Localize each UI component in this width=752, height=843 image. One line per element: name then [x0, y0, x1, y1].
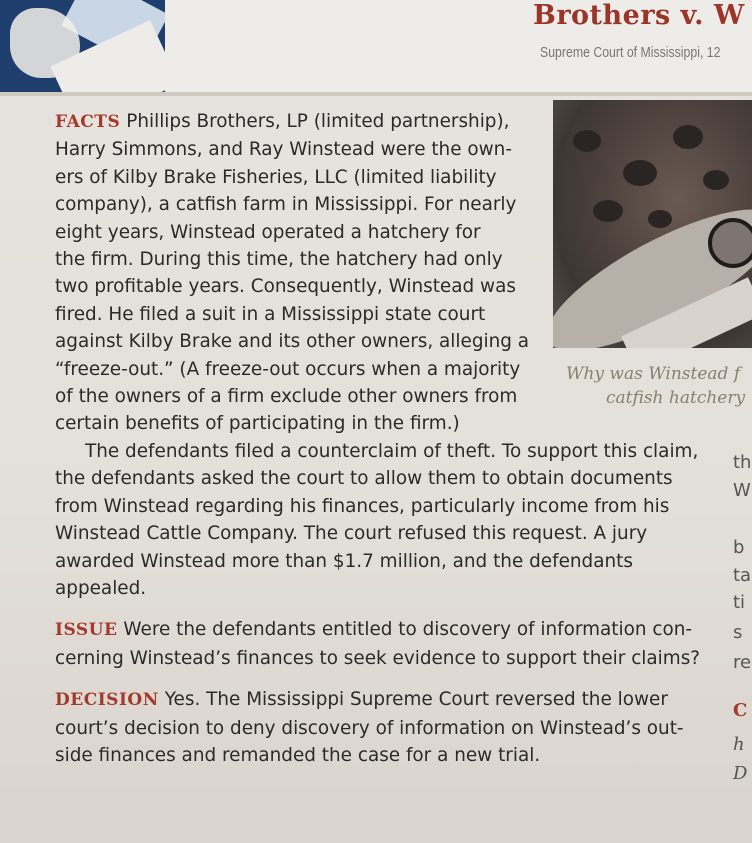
edge-fragment: ta: [733, 565, 752, 586]
facts-line: ers of Kilby Brake Fisheries, LLC (limited liability: [55, 166, 497, 188]
facts-line: awarded Winstead more than $1.7 million, and the defendants: [55, 550, 633, 572]
edge-fragment: th: [733, 452, 752, 473]
case-body: [55, 108, 715, 769]
edge-fragment: h: [733, 734, 745, 755]
caption-line: Why was Winstead f: [566, 364, 741, 384]
edge-fragment: W: [733, 480, 751, 501]
facts-line: from Winstead regarding his finances, particularly income from his: [55, 495, 670, 517]
edge-fragment: s: [733, 622, 743, 643]
facts-line: the defendants asked the court to allow them to obtain documents: [55, 468, 673, 490]
facts-line: “freeze-out.” (A freeze-out occurs when a majority: [55, 358, 521, 380]
decision-line: side finances and remanded the case for a new trial.: [55, 744, 541, 766]
facts-line: Harry Simmons, and Ray Winstead were the own-: [55, 139, 512, 161]
edge-fragment: re: [733, 652, 752, 673]
facts-line: two profitable years. Consequently, Winstead was: [55, 276, 516, 298]
decision-line: DECISION Yes. The Mississippi Supreme Court reversed the lower: [55, 689, 668, 711]
caption-line: catfish hatchery: [606, 388, 746, 408]
facts-line: fired. He filed a suit in a Mississippi state court: [55, 303, 486, 325]
facts-line: the firm. During this time, the hatchery had only: [55, 249, 503, 271]
edge-fragment: D: [733, 763, 748, 784]
facts-line: certain benefits of participating in the firm.): [55, 413, 460, 435]
issue-label: ISSUE: [55, 620, 118, 641]
facts-line: The defendants filed a counterclaim of theft. To support this claim,: [85, 440, 699, 462]
decision-line: court’s decision to deny discovery of information on Winstead’s out-: [55, 717, 684, 739]
facts-label: FACTS: [55, 112, 121, 132]
facts-line: FACTS Phillips Brothers, LP (limited partnership),: [55, 111, 510, 132]
facts-line: appealed.: [55, 577, 147, 599]
facts-line: against Kilby Brake and its other owners, alleging a: [55, 331, 530, 353]
edge-fragment: C: [733, 700, 748, 721]
case-title: Brothers v. W: [533, 0, 745, 31]
issue-line: ISSUE Were the defendants entitled to discovery of information con-: [55, 619, 693, 641]
edge-fragment: ti: [733, 592, 746, 613]
facts-line: company), a catfish farm in Mississippi. For nearly: [55, 194, 517, 216]
edge-fragment: b: [733, 537, 745, 558]
corner-graphic: [0, 0, 165, 92]
facts-line: of the owners of a firm exclude other owners from: [55, 386, 518, 408]
issue-line: cerning Winstead’s finances to seek evidence to support their claims?: [55, 647, 701, 669]
court-citation: Supreme Court of Mississippi, 12: [540, 44, 721, 61]
facts-line: Winstead Cattle Company. The court refused this request. A jury: [55, 523, 648, 545]
header-rule: [0, 92, 752, 96]
decision-label: DECISION: [55, 690, 159, 711]
facts-line: eight years, Winstead operated a hatchery for: [55, 221, 481, 243]
